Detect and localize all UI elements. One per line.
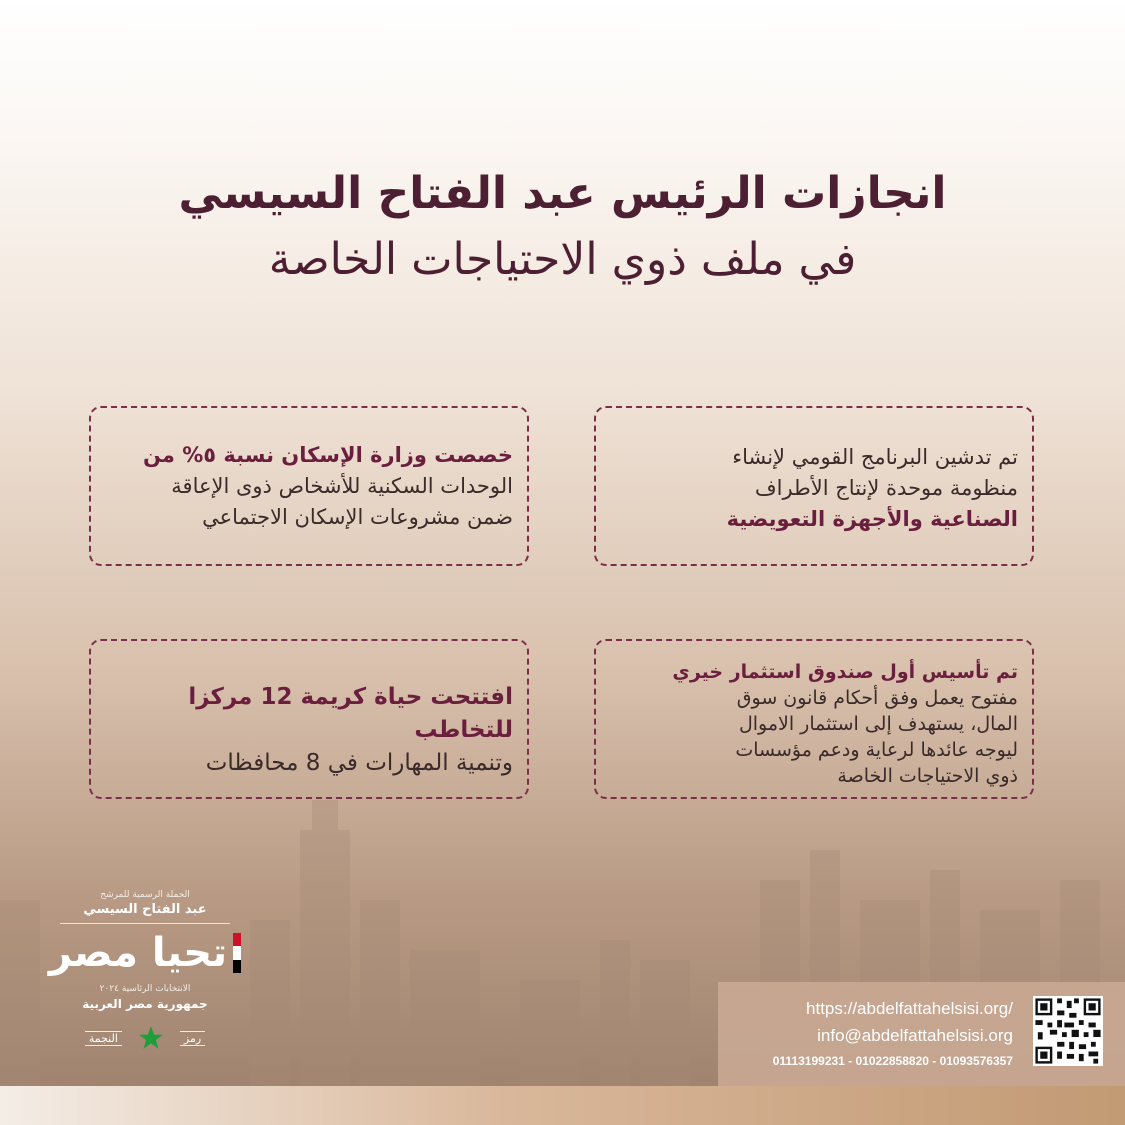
card-line-highlight: تم تأسيس أول صندوق استثمار خيري	[672, 661, 1018, 683]
symbol-name: النجمة	[85, 1031, 122, 1046]
flag-stripe-red	[233, 933, 241, 946]
page-subtitle: في ملف ذوي الاحتياجات الخاصة	[268, 234, 857, 285]
website-link[interactable]: https://abdelfattahelsisi.org/	[806, 999, 1013, 1018]
brand-name: تحيا مصر	[48, 930, 228, 976]
qr-code-icon[interactable]	[1033, 996, 1103, 1066]
egypt-flag-icon	[233, 933, 241, 973]
symbol-label: رمز	[180, 1031, 205, 1046]
campaign-caption: الحملة الرسمية للمرشح	[100, 890, 190, 900]
card-line: ضمن مشروعات الإسكان الاجتماعي	[202, 505, 513, 529]
card-line: المال، يستهدف إلى استثمار الاموال	[738, 713, 1018, 735]
brand-row	[40, 930, 250, 976]
achievement-card-investment-fund	[594, 639, 1034, 799]
title-block	[0, 160, 1125, 292]
star-icon	[138, 1025, 164, 1051]
flag-stripe-black	[233, 960, 241, 973]
country-name: جمهورية مصر العربية	[82, 997, 208, 1011]
campaign-logo	[40, 890, 250, 1051]
card-line-highlight: خصصت وزارة الإسكان نسبة ٥% من	[143, 443, 513, 467]
email-link[interactable]: info@abdelfattahelsisi.org	[817, 1026, 1013, 1045]
flag-stripe-white	[233, 946, 241, 959]
phone-numbers: 01113199231 - 01022858820 - 01093576357	[772, 1054, 1013, 1068]
election-caption: الانتخابات الرئاسية ٢٠٢٤	[99, 984, 191, 994]
card-line: ليوجه عائدها لرعاية ودعم مؤسسات	[735, 739, 1018, 761]
card-line: الوحدات السكنية للأشخاص ذوى الإعاقة	[171, 474, 513, 498]
card-line: ذوي الاحتياجات الخاصة	[837, 765, 1018, 787]
card-line: وتنمية المهارات في 8 محافظات	[205, 750, 513, 776]
card-line: مفتوح يعمل وفق أحكام قانون سوق	[736, 687, 1018, 709]
symbol-row	[40, 1025, 250, 1051]
achievement-card-housing	[89, 406, 529, 566]
bottom-color-strip	[0, 1086, 1125, 1125]
page-title: انجازات الرئيس عبد الفتاح السيسي	[178, 168, 947, 219]
card-line-highlight: افتتحت حياة كريمة 12 مركزا للتخاطب	[188, 684, 513, 743]
card-line: تم تدشين البرنامج القومي لإنشاء	[732, 445, 1018, 469]
card-line-highlight: الصناعية والأجهزة التعويضية	[726, 507, 1018, 531]
achievement-card-prosthetics	[594, 406, 1034, 566]
divider	[60, 923, 230, 924]
achievement-card-speech-centers	[89, 639, 529, 799]
contact-panel	[718, 982, 1125, 1086]
candidate-name: عبد الفتاح السيسي	[83, 902, 207, 917]
card-line: منظومة موحدة لإنتاج الأطراف	[754, 476, 1018, 500]
